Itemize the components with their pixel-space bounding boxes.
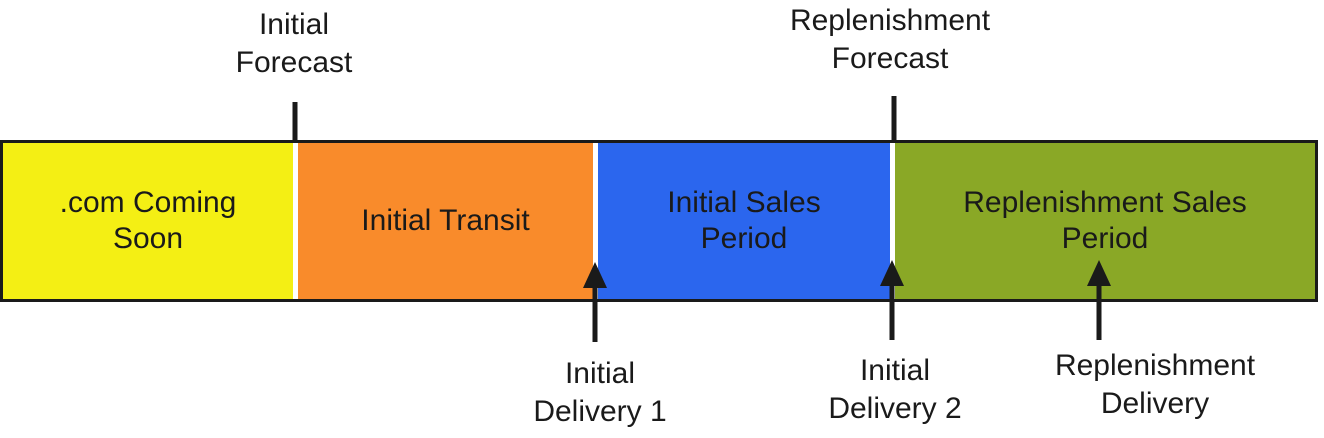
replenishment-delivery-label: Replenishment Delivery xyxy=(1054,349,1256,420)
initial-delivery-2-label: Initial Delivery 2 xyxy=(828,354,962,425)
segment-coming-soon xyxy=(3,143,293,299)
segment-coming-soon-label: .com Coming Soon xyxy=(59,186,237,255)
segment-initial-sales-label: Initial Sales Period xyxy=(667,186,821,255)
initial-delivery-2-arrow xyxy=(877,260,907,340)
timeline-bar xyxy=(0,140,1318,302)
initial-delivery-1-label: Initial Delivery 1 xyxy=(533,357,667,428)
segment-initial-transit xyxy=(293,143,593,299)
initial-forecast-label: Initial Forecast xyxy=(235,8,353,79)
replenishment-delivery-arrow xyxy=(1084,260,1114,340)
segment-replenishment-sales-label: Replenishment Sales Period xyxy=(963,186,1247,255)
initial-delivery-1-arrow xyxy=(580,262,610,342)
segment-initial-sales xyxy=(593,143,890,299)
segment-initial-transit-label: Initial Transit xyxy=(361,204,530,237)
replenishment-forecast-label: Replenishment Forecast xyxy=(789,4,991,75)
